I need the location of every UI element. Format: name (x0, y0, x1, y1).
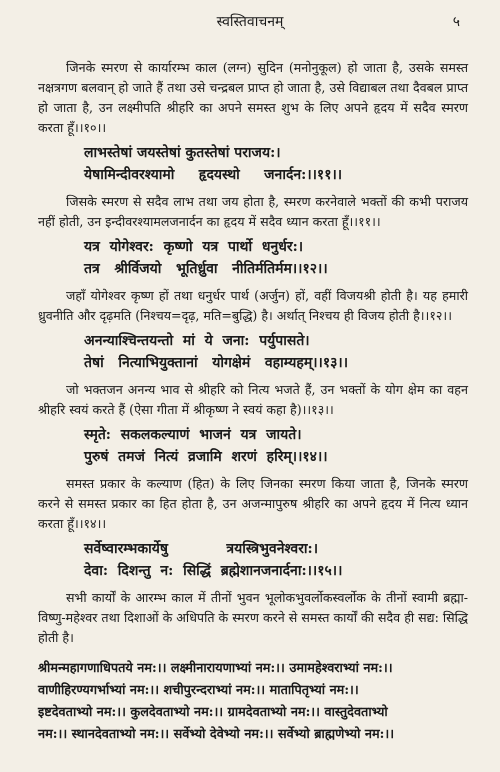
verse-line: स्मृते: सकलकल्याणं भाजनं यत्र जायते। (84, 427, 302, 443)
paragraph: जहाँ योगेश्वर कृष्ण हों तथा धनुर्धर पार्थ (अर्जुन) हों, वहीं विजयश्री होती है। यह हमारी ध्रुवनीति और दृढ़मति (निश्चय=दृढ़, मति=बुद्धि) है। अर्थात् निश्चय ही विजय होती है।।१२।। (38, 288, 468, 323)
verse (38, 236, 468, 280)
verse-line: देवा: दिशन्तु न: सिद्धिं ब्रह्मेशानजनार्दना:।।१५।। (84, 563, 343, 579)
verse (38, 424, 468, 468)
verse-line: येषामिन्दीवरश्यामो हृदयस्थो जनार्दन:।।११।। (84, 167, 343, 183)
paragraph: सभी कार्यों के आरम्भ काल में तीनों भुवन भूलोकभुवर्लोकस्वर्लोक के तीनों स्वामी ब्रह्मा-विष्णु-महेश्वर तथा दिशाओं के अधिपति के स्मरण करने से समस्त कार्यों की सदैव ही सद्य: सिद्धि होती है। (38, 590, 468, 645)
verse-line: यत्र योगेश्वर: कृष्णो यत्र पार्थो धनुर्धर:। (84, 239, 304, 255)
paragraph: जिसके स्मरण से सदैव लाभ तथा जय होता है, स्मरण करनेवाले भक्तों की कभी पराजय नहीं होती, उन इन्दीवरश्यामलजनार्दन का हृदय में सदैव ध्यान करता हूँ।।११।। (38, 194, 468, 229)
mantra-line: इष्टदेवताभ्यो नम:।। कुलदेवताभ्यो नम:।। ग्रामदेवताभ्यो नम:।। वास्तुदेवताभ्यो (38, 705, 388, 720)
paragraph: समस्त प्रकार के कल्याण (हित) के लिए जिनका स्मरण किया जाता है, जिनके स्मरण करने से समस्त प्रकार का हित होता है, उन अजन्मापुरुष श्रीहरि का अपने हृदय में नित्य ध्यान करता हूँ।।१४।। (38, 476, 468, 531)
paragraph: जिनके स्मरण से कार्यारम्भ काल (लग्न) सुदिन (मनोनुकूल) हो जाता है, उसके समस्त नक्षत्रगण बलवान् हो जाते हैं तथा उसे चन्द्रबल प्राप्त हो जाता है, उसे विद्याबल तथा दैवबल प्राप्त हो जाता है, उन लक्ष्मीपति श्रीहरि का अपने समस्त शुभ के लिए अपने हृदय में सदैव स्मरण करता हूँ।।१०।। (38, 60, 468, 135)
page-number: ५ (452, 14, 460, 30)
verse-line: लाभस्तेषां जयस्तेषां कुतस्तेषां पराजय:। (84, 145, 281, 161)
verse-line: पुरुषं तमजं नित्यं व्रजामि शरणं हरिम्।।१४।। (84, 449, 328, 465)
verse (38, 330, 468, 374)
page-body (38, 58, 468, 746)
verse-line: सर्वेष्वारम्भकार्येषु त्रयस्त्रिभुवनेश्वरा:। (84, 541, 319, 557)
mantra-list (38, 658, 468, 746)
mantra-line: नम:।। स्थानदेवताभ्यो नम:।। सर्वेभ्यो देवेभ्यो नम:।। सर्वेभ्यो ब्राह्मणेभ्यो नम:।। (38, 727, 395, 742)
mantra-line: वाणीहिरण्यगर्भाभ्यां नम:।। शचीपुरन्दराभ्यां नम:।। मातापितृभ्यां नम:।। (38, 683, 359, 698)
page-header (0, 12, 500, 34)
mantra-line: श्रीमन्महागणाधिपतये नम:।। लक्ष्मीनारायणाभ्यां नम:।। उमामहेश्वराभ्यां नम:।। (38, 661, 393, 676)
verse (38, 142, 468, 186)
verse (38, 538, 468, 582)
paragraph: जो भक्तजन अनन्य भाव से श्रीहरि को नित्य भजते हैं, उन भक्तों के योग क्षेम का वहन श्रीहरि स्वयं करते हैं (ऐसा गीता में श्रीकृष्ण ने स्वयं कहा है)।।१३।। (38, 382, 468, 417)
verse-line: अनन्याश्चिन्तयन्तो मां ये जना: पर्युपासते। (84, 333, 310, 349)
verse-line: तत्र श्रीर्विजयो भूतिर्ध्रुवा नीतिर्मतिर्मम।।१२।। (84, 261, 328, 277)
running-title: स्वस्तिवाचनम् (216, 14, 284, 30)
verse-line: तेषां नित्याभियुक्तानां योगक्षेमं वहाम्यहम्।।१३।। (84, 355, 349, 371)
